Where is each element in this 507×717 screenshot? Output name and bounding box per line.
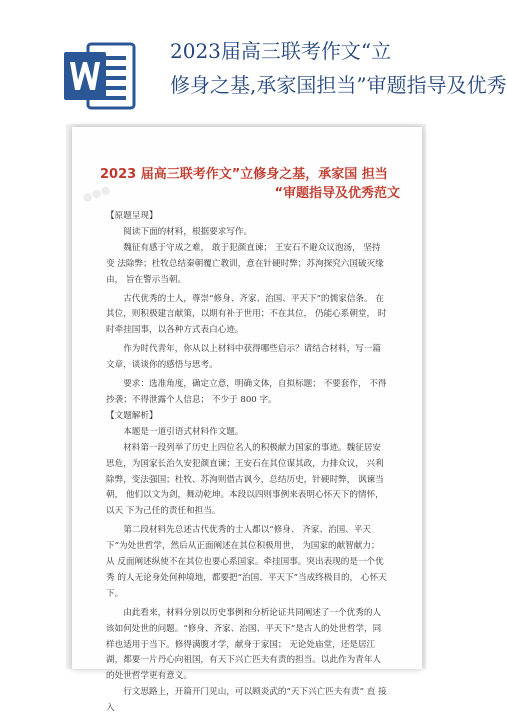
paragraph: 行文思路上，开篇开门见山，可以顾炎武的“天下兴亡匹夫有责” 直 接入 xyxy=(106,687,387,714)
document-page xyxy=(72,127,422,714)
paragraph: 作为时代青年，你从以上材料中获得哪些启示？请结合材料，写一篇 文章，谈谈你的感悟与思考。 xyxy=(106,344,382,371)
word-document-icon xyxy=(62,40,136,112)
document-body xyxy=(106,209,388,717)
document-title-line-1: 2023届高三联考作文“立 xyxy=(170,39,392,63)
page-title-line-2: “审题指导及优秀范文 xyxy=(274,186,400,201)
paragraph: 本题是一道引语式材料作文题。 xyxy=(123,426,244,437)
document-header xyxy=(0,0,507,135)
document-title-line-2: 修身之基,承家国担当”审题指导及优秀 xyxy=(170,73,507,97)
paragraph: 要求：选准角度，确定立意，明确文体，自拟标题； 不要套作， 不得 抄袭；不得泄露个人信息； 不少于 800 字。 xyxy=(106,379,387,405)
page-title-line-1: 2023 届高三联考作文”立修身之基，承家国 担当 xyxy=(100,167,388,182)
paragraph: 古代优秀的士人，尊崇“修身、齐家、治国、平天下”的儒家信条。 在其位，则积极建言献策，以期有补于世用；不在其位， 仍能心系朝堂， 时时牵挂国事，以各种方式表白心迹。 xyxy=(106,293,387,336)
paragraph: 第二段材料先总述古代优秀的士人都以“修身、 齐家、治国、平天下”为处世哲学，然后从正面阐述在其位积极用世， 为国家的献智献力；从 反面阐述纵使不在其位也要心系国家。牵挂国事。突出表现的是一个优秀 的人无论身处何种境地，都要把“治国、平天下”当成终极目的， 心怀天下。 xyxy=(106,525,387,599)
page-title xyxy=(100,165,400,203)
paragraph: 由此看来，材料分别以历史事例和分析论证共同阐述了一个优秀的人 该如何处世的问题。“修身、齐家、治国、平天下”是古人的处世哲学，同样也适用于当下。修得满腹才学，献身于家国； 无论处庙堂，还是居江 湖，都要一片丹心向祖国，有天下兴亡匹夫有责的担当。以此作为青年人 的处世哲学更有意义。 xyxy=(106,607,382,682)
paragraph: 材料第一段列举了历史上四位名人的积极献力国家的事迹。魏征居安 思危，为国家长治久安犯颜直谏；王安石在其位谋其政，力排众议， 兴利 除弊，变法强国；杜牧、苏洵则借古讽今，总结历史，针硬时弊， 讽谏当朝， 他们以文为剑，舞动乾坤。本段以四则事例来表明心怀天下的情怀， 以天 下为己任的责任和担当。 xyxy=(106,442,384,517)
section-heading: 【原题呈现】 xyxy=(106,211,158,221)
paragraph: 阅读下面的材料，根据要求写作。 xyxy=(123,226,253,237)
document-title xyxy=(170,34,507,102)
watermark: ●●● xyxy=(80,182,113,205)
section-heading: 【文题解析】 xyxy=(106,410,158,421)
paragraph: 魏征有感于守成之难， 敢于犯颜直谏； 王安石不避众议泡汤， 坚持变 法除弊；杜牧总结秦朝覆亡教训，意在针硬时弊；苏洵探究六国破灭缘由， 旨在警示当朝。 xyxy=(106,242,384,285)
